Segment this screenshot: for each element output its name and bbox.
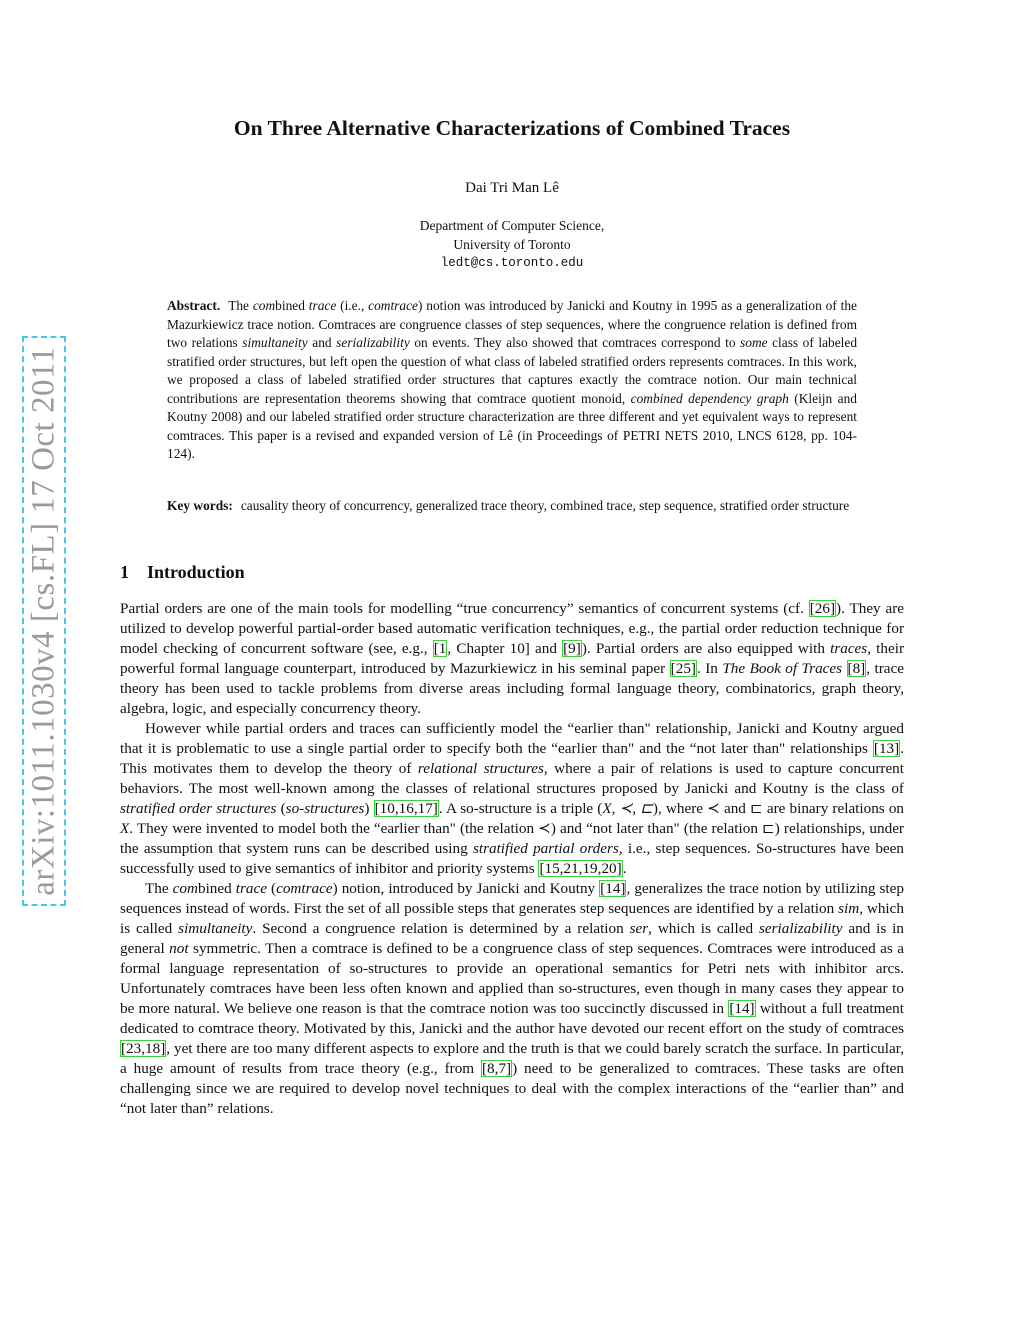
citation-link[interactable]: [8,7] [482, 1060, 512, 1077]
section-title: Introduction [147, 562, 245, 582]
body-text: ). Partial orders are also equipped with [581, 640, 831, 657]
body-text: ) need to be generalized to comtraces. These tasks are often challenging since we are required to develop novel techniques to deal with the complex interactions of the “earlier than” and “not later than” relations. [120, 1060, 904, 1117]
math-expression: ser [629, 920, 649, 937]
body-text: , generalizes the trace notion by utilizing step sequences instead of words. First the set of all possible steps that generates step sequences are identified by a relation [120, 880, 904, 917]
author-affiliation [120, 216, 904, 273]
math-expression: X, ≺, ⊏ [602, 800, 653, 817]
abstract-text: and [307, 335, 337, 350]
body-text: ). They are utilized to develop powerful partial-order based automatic verification techniques, e.g., the partial order reduction technique for model checking of concurrent software (see, e.g., [120, 600, 905, 657]
abstract-emphasis: simultaneity [242, 335, 308, 350]
body-text: ) notion, introduced by Janicki and Koutny [332, 880, 600, 897]
body-text: , yet there are too many different aspects to explore and the truth is that we could barely scratch the surface. In particular, a huge amount of results from trace theory (e.g., from [120, 1040, 904, 1077]
paper-title: On Three Alternative Characterizations of Combined Traces [233, 116, 791, 140]
body-emphasis: stratified order structures [120, 800, 277, 817]
citation-link[interactable]: [13] [873, 740, 900, 757]
body-emphasis: not [169, 940, 189, 957]
body-text: Partial orders are one of the main tools for modelling “true concurrency” semantics of concurrent systems (cf. [120, 600, 809, 617]
introduction-body [120, 599, 904, 1119]
body-text: ), where ≺ and ⊏ are binary relations on [652, 800, 905, 817]
body-text: , their powerful formal language counterpart, introduced by Mazurkiewicz in his seminal paper [120, 640, 905, 677]
citation-link[interactable]: [8] [847, 660, 866, 677]
intro-paragraph-1 [120, 599, 904, 719]
abstract-text: ) notion was introduced by Janicki and Koutny in 1995 as a generalization of the Mazurkiewicz trace notion. Comtraces are congruence classes of step sequences, where the congruence relation is defined from two relations [167, 298, 857, 350]
abstract-text: The [228, 298, 253, 313]
abstract-label: Abstract. [167, 298, 221, 313]
keywords [167, 497, 857, 516]
body-text: , i.e., step sequences. So-structures have been successfully used to give semantics of inhibitor and priority systems [120, 840, 904, 877]
body-text: . A so-structure is a triple ( [438, 800, 603, 817]
body-emphasis: relational structures [417, 760, 544, 777]
body-text: . This motivates them to develop the theory of [120, 740, 904, 777]
body-emphasis: comtrace [276, 880, 333, 897]
body-text [842, 660, 846, 677]
intro-paragraph-3 [120, 879, 904, 1119]
body-text: ) [364, 800, 374, 817]
abstract-emphasis: com [252, 298, 276, 313]
citation-link[interactable]: [15,21,19,20] [539, 860, 622, 877]
author-email: ledt@cs.toronto.edu [440, 256, 584, 270]
body-text: and is in general [120, 920, 904, 957]
abstract-text: (Kleijn and Koutny 2008) and our labeled stratified order structure characterization are three different and yet equivalent ways to represent comtraces. This paper is a revised and expanded version of Lê (in Proceedings of PETRI NETS 2010, LNCS 6128, pp. 104-124). [167, 390, 857, 461]
abstract-text: class of labeled stratified order structures, but left open the question of what class of labeled stratified orders represents comtraces. In this work, we proposed a class of labeled stratified order structures that captures exactly the comtrace notion. Our main technical contributions are representation theorems showing that comtrace quotient monoid, [167, 335, 858, 406]
body-emphasis: so-structures [285, 800, 365, 817]
citation-link[interactable]: [10,16,17] [374, 800, 438, 817]
body-emphasis: The Book of Traces [722, 660, 843, 677]
citation-link[interactable]: [1 [433, 640, 447, 657]
math-expression: X [120, 820, 130, 837]
body-text: bined [197, 880, 236, 897]
arxiv-identifier-stamp [22, 336, 66, 906]
body-text: , trace theory has been used to tackle problems from diverse areas including formal language theory, combinatorics, graph theory, algebra, logic, and especially concurrency theory. [120, 660, 905, 717]
affiliation-department: Department of Computer Science, [419, 218, 605, 233]
body-emphasis: serializability [758, 920, 843, 937]
body-emphasis: stratified partial orders [472, 840, 619, 857]
citation-link[interactable]: [14] [729, 1000, 755, 1017]
author-name: Dai Tri Man Lê [465, 180, 559, 196]
body-text: ( [276, 800, 286, 817]
section-number: 1 [120, 562, 129, 582]
body-text: , which is called [120, 900, 904, 937]
body-text: . They were invented to model both the “earlier than" (the relation ≺) and “not later than" (the relation ⊏) relationships, under the assumption that system runs can be described using [120, 820, 904, 857]
body-emphasis: com [172, 880, 198, 897]
body-emphasis: simultaneity [178, 920, 253, 937]
abstract-emphasis: some [740, 335, 768, 350]
citation-link[interactable]: [25] [670, 660, 696, 677]
body-text: ( [266, 880, 277, 897]
body-emphasis: trace [235, 880, 267, 897]
intro-paragraph-2 [120, 719, 904, 879]
body-text: , which is called [648, 920, 759, 937]
body-text: , Chapter 10] and [447, 640, 563, 657]
body-text: However while partial orders and traces can sufficiently model the “earlier than" relationship, Janicki and Koutny argued that it is problematic to use a single partial order to specify both the “earlier than" and the “not later than" relationships [120, 720, 904, 757]
body-text: . Second a congruence relation is determined by a relation [252, 920, 630, 937]
body-emphasis: traces [830, 640, 868, 657]
citation-link[interactable]: [23,18] [121, 1040, 166, 1057]
body-text: . [622, 860, 627, 877]
keywords-text: causality theory of concurrency, generalized trace theory, combined trace, step sequence, stratified order structure [240, 498, 850, 513]
section-heading [120, 562, 245, 583]
abstract [167, 297, 857, 464]
arxiv-identifier-text: arXiv:1011.1030v4 [cs.FL] 17 Oct 2011 [25, 346, 62, 896]
abstract-text: on events. They also showed that comtraces correspond to [409, 335, 741, 350]
abstract-text: bined [275, 298, 309, 313]
affiliation-university: University of Toronto [453, 237, 571, 252]
abstract-emphasis: trace [308, 298, 337, 313]
body-text: . In [696, 660, 723, 677]
abstract-emphasis: combined dependency graph [630, 390, 789, 406]
keywords-label: Key words: [167, 498, 233, 513]
citation-link[interactable]: [9] [563, 640, 581, 657]
body-text: without a full treatment dedicated to comtrace theory. Motivated by this, Janicki and the author have devoted our recent effort on the study of comtraces [120, 1000, 904, 1037]
citation-link[interactable]: [26] [809, 600, 836, 617]
abstract-emphasis: serializability [336, 335, 410, 350]
body-text: , where a pair of relations is used to capture concurrent behaviors. The most well-known among the classes of relational structures proposed by Janicki and Koutny is the class of [120, 760, 904, 797]
body-text: symmetric. Then a comtrace is defined to be a congruence class of step sequences. Comtraces were introduced as a formal language representation of so-structures to provide an operational semantics for Petri nets with inhibitor arcs. Unfortunately comtraces have been less often known and applied than so-structures, even though in many cases they appear to be more natural. We believe one reason is that the comtrace notion was too succinctly discussed in [120, 940, 904, 1017]
abstract-emphasis: comtrace [368, 298, 418, 313]
math-expression: sim [838, 900, 860, 917]
citation-link[interactable]: [14] [600, 880, 626, 897]
abstract-text: (i.e., [336, 298, 369, 313]
body-text: The [145, 880, 173, 897]
